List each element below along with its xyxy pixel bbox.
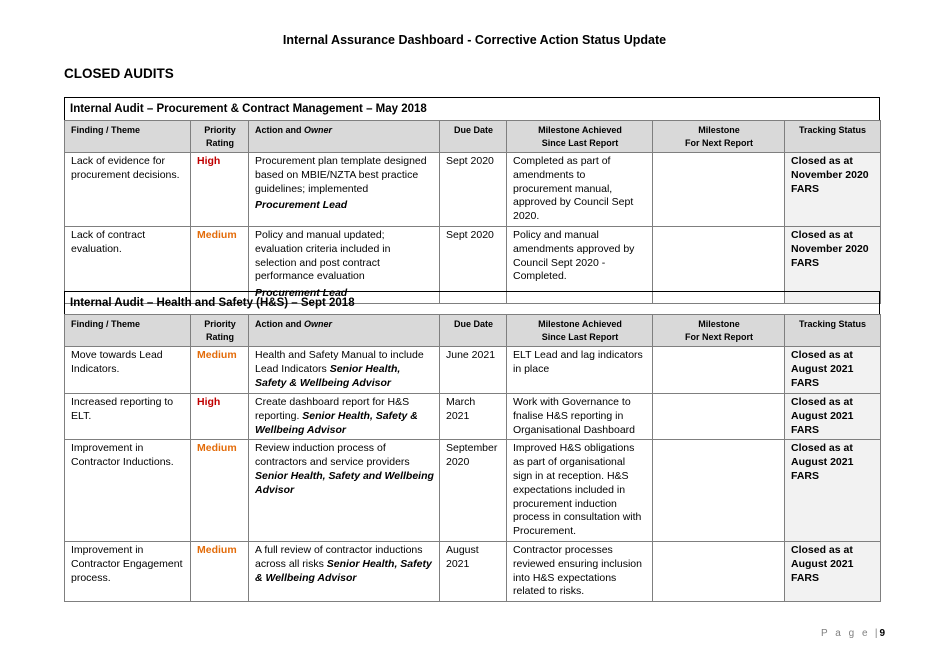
cell-action: Create dashboard report for H&S reporting. Senior Health, Safety & Wellbeing Advisor xyxy=(249,394,440,440)
audit-table xyxy=(64,314,881,602)
cell-finding: Move towards Lead Indicators. xyxy=(65,347,191,394)
cell-next-milestone xyxy=(653,541,785,601)
page-number: 9 xyxy=(879,628,885,639)
cell-action: Health and Safety Manual to include Lead Indicators Senior Health, Safety & Wellbeing Advisor xyxy=(249,347,440,394)
table-row xyxy=(65,347,881,394)
header-tracking-status: Tracking Status xyxy=(785,121,881,153)
header-milestone-achieved: Milestone Achieved Since Last Report xyxy=(507,315,653,347)
table-header-row xyxy=(65,315,881,347)
header-action: Action and Owner xyxy=(249,121,440,153)
cell-due-date: Sept 2020 xyxy=(440,153,507,227)
audit-title: Internal Audit – Health and Safety (H&S) – Sept 2018 xyxy=(64,291,880,314)
cell-finding: Improvement in Contractor Inductions. xyxy=(65,440,191,542)
page-footer xyxy=(821,628,885,639)
header-finding: Finding / Theme xyxy=(65,315,191,347)
cell-milestone-achieved: ELT Lead and lag indicators in place xyxy=(507,347,653,394)
audit-block-health-safety xyxy=(64,291,880,602)
header-tracking-status: Tracking Status xyxy=(785,315,881,347)
cell-due-date: August 2021 xyxy=(440,541,507,601)
action-owner: Senior Health, Safety & Wellbeing Advisor xyxy=(255,557,432,584)
action-owner: Procurement Lead xyxy=(255,287,348,300)
cell-finding: Improvement in Contractor Engagement process. xyxy=(65,541,191,601)
cell-action: A full review of contractor inductions across all risks Senior Health, Safety & Wellbeing Advisor xyxy=(249,541,440,601)
cell-tracking-status: Closed as at August 2021 FARS xyxy=(785,541,881,601)
cell-finding: Lack of evidence for procurement decisions. xyxy=(65,153,191,227)
cell-priority: High xyxy=(191,394,249,440)
cell-next-milestone xyxy=(653,347,785,394)
header-due-date: Due Date xyxy=(440,121,507,153)
action-owner: Senior Health, Safety and Wellbeing Advisor xyxy=(255,469,434,496)
cell-milestone-achieved: Policy and manual amendments approved by Council Sept 2020 - Completed. xyxy=(507,226,653,303)
cell-milestone-achieved: Improved H&S obligations as part of organisational sign in at reception. H&S expectations included in procurement induction process in consultation with Procurement. xyxy=(507,440,653,542)
cell-milestone-achieved: Completed as part of amendments to procurement manual, approved by Council Sept 2020. xyxy=(507,153,653,227)
header-milestone-achieved: Milestone Achieved Since Last Report xyxy=(507,121,653,153)
header-priority: Priority Rating xyxy=(191,121,249,153)
cell-tracking-status: Closed as at November 2020 FARS xyxy=(785,153,881,227)
cell-tracking-status: Closed as at August 2021 FARS xyxy=(785,440,881,542)
cell-next-milestone xyxy=(653,153,785,227)
cell-priority: Medium xyxy=(191,226,249,303)
cell-action: Procurement plan template designed based on MBIE/NZTA best practice guidelines; implemented Procurement Lead xyxy=(249,153,440,227)
table-row xyxy=(65,541,881,601)
audit-table xyxy=(64,120,881,304)
header-priority: Priority Rating xyxy=(191,315,249,347)
cell-action: Policy and manual updated; evaluation criteria included in selection and post contract performance evaluation Procurement Lead xyxy=(249,226,440,303)
header-action: Action and Owner xyxy=(249,315,440,347)
cell-priority: Medium xyxy=(191,347,249,394)
table-row xyxy=(65,394,881,440)
cell-due-date: September 2020 xyxy=(440,440,507,542)
action-owner: Procurement Lead xyxy=(255,199,348,212)
cell-next-milestone xyxy=(653,440,785,542)
page-word: P a g e xyxy=(821,628,871,639)
table-header-row xyxy=(65,121,881,153)
table-row xyxy=(65,153,881,227)
cell-milestone-achieved: Work with Governance to fnalise H&S reporting in Organisational Dashboard xyxy=(507,394,653,440)
section-heading-closed-audits: CLOSED AUDITS xyxy=(64,66,174,81)
cell-finding: Increased reporting to ELT. xyxy=(65,394,191,440)
action-owner: Senior Health, Safety & Wellbeing Advisor xyxy=(255,409,418,436)
cell-tracking-status: Closed as at November 2020 FARS xyxy=(785,226,881,303)
header-next-milestone: Milestone For Next Report xyxy=(653,315,785,347)
cell-tracking-status: Closed as at August 2021 FARS xyxy=(785,347,881,394)
cell-finding: Lack of contract evaluation. xyxy=(65,226,191,303)
cell-tracking-status: Closed as at August 2021 FARS xyxy=(785,394,881,440)
header-finding: Finding / Theme xyxy=(65,121,191,153)
page-separator: | xyxy=(874,628,878,639)
cell-due-date: March 2021 xyxy=(440,394,507,440)
header-next-milestone: Milestone For Next Report xyxy=(653,121,785,153)
header-due-date: Due Date xyxy=(440,315,507,347)
cell-next-milestone xyxy=(653,394,785,440)
table-row xyxy=(65,440,881,542)
cell-action: Review induction process of contractors and service providers Senior Health, Safety and Wellbeing Advisor xyxy=(249,440,440,542)
cell-due-date: Sept 2020 xyxy=(440,226,507,303)
audit-title: Internal Audit – Procurement & Contract Management – May 2018 xyxy=(64,97,880,120)
cell-priority: High xyxy=(191,153,249,227)
cell-priority: Medium xyxy=(191,440,249,542)
audit-block-procurement xyxy=(64,97,880,304)
action-owner: Senior Health, Safety & Wellbeing Advisor xyxy=(255,362,401,389)
cell-priority: Medium xyxy=(191,541,249,601)
cell-milestone-achieved: Contractor processes reviewed ensuring inclusion into H&S expectations related to risks. xyxy=(507,541,653,601)
document-title: Internal Assurance Dashboard - Corrective Action Status Update xyxy=(282,33,667,47)
cell-due-date: June 2021 xyxy=(440,347,507,394)
